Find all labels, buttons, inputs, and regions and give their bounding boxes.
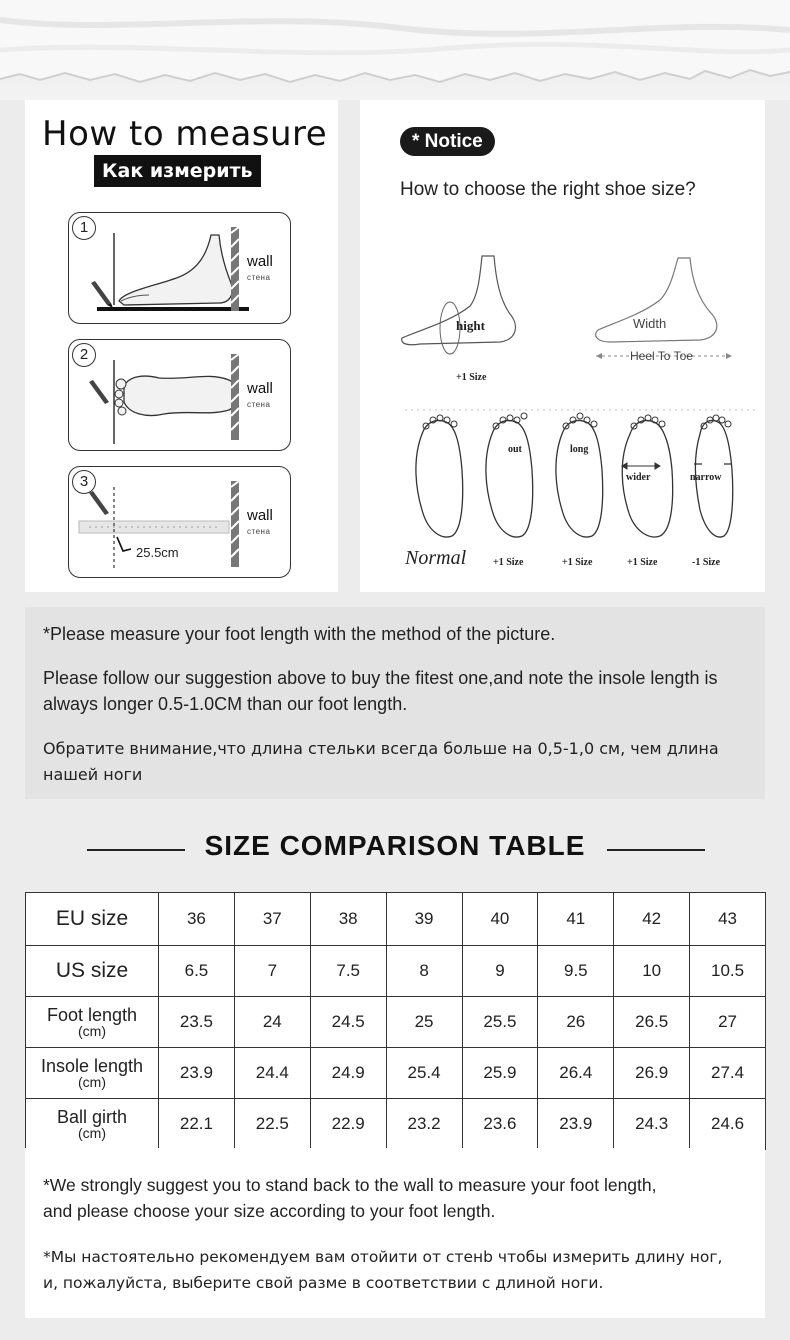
- row-header: [26, 1048, 159, 1099]
- table-cell: 23.6: [462, 1099, 538, 1150]
- step-2-number: 2: [72, 343, 96, 367]
- table-cell: 25.4: [386, 1048, 462, 1099]
- label-heel-to-toe: Heel To Toe: [630, 349, 693, 363]
- step-3-illustration: [68, 466, 291, 578]
- note-line-1: *Please measure your foot length with the method of the picture.: [43, 624, 556, 644]
- step-3-wall-label: wall: [247, 507, 273, 524]
- step-1-wall-sub: стена: [247, 273, 271, 282]
- table-cell: 26.5: [614, 997, 690, 1048]
- table-cell: 23.5: [159, 997, 235, 1048]
- size-comparison-table: [25, 892, 766, 1150]
- table-cell: 25.9: [462, 1048, 538, 1099]
- row-header-unit: (cm): [78, 1074, 106, 1090]
- table-cell: 7: [234, 946, 310, 997]
- step-2-illustration: [68, 339, 291, 451]
- table-cell: 42: [614, 893, 690, 946]
- table-cell: 9.5: [538, 946, 614, 997]
- label-normal: Normal: [405, 547, 467, 569]
- step-1-number: 1: [72, 216, 96, 240]
- label-size-out: +1 Size: [493, 557, 524, 568]
- table-cell: 24.3: [614, 1099, 690, 1150]
- row-header-label: Insole length: [40, 1056, 144, 1076]
- table-cell: 22.1: [159, 1099, 235, 1150]
- foot-types-figure: [360, 100, 765, 592]
- table-cell: 26.4: [538, 1048, 614, 1099]
- row-header-label: Ball girth: [56, 1107, 128, 1127]
- label-size-long: +1 Size: [562, 557, 593, 568]
- row-header-label: Foot length: [46, 1005, 138, 1025]
- table-cell: 38: [310, 893, 386, 946]
- table-cell: 6.5: [159, 946, 235, 997]
- table-cell: 27.4: [690, 1048, 766, 1099]
- how-to-measure-panel: [25, 100, 338, 592]
- how-to-measure-title: How to measure: [42, 114, 328, 154]
- table-cell: 27: [690, 997, 766, 1048]
- table-cell: 23.9: [159, 1048, 235, 1099]
- table-cell: 7.5: [310, 946, 386, 997]
- notice-badge: * Notice: [400, 127, 495, 156]
- footer-notes: [25, 1148, 765, 1318]
- table-cell: 25: [386, 997, 462, 1048]
- step-3-number: 3: [72, 470, 96, 494]
- table-cell: 9: [462, 946, 538, 997]
- table-cell: 22.9: [310, 1099, 386, 1150]
- label-size-wider: +1 Size: [627, 557, 658, 568]
- table-row: [26, 1048, 766, 1099]
- row-header: [26, 997, 159, 1048]
- label-size-narrow: -1 Size: [692, 557, 721, 568]
- row-header-label: EU size: [55, 907, 129, 930]
- note-line-2: Please follow our suggestion above to buy the fitest one,and note the insole length is always longer 0.5-1.0CM than our foot length.: [43, 668, 718, 714]
- table-cell: 25.5: [462, 997, 538, 1048]
- row-header: [26, 893, 159, 946]
- step-1-illustration: [68, 212, 291, 324]
- label-long: long: [570, 444, 589, 455]
- table-cell: 39: [386, 893, 462, 946]
- table-cell: 36: [159, 893, 235, 946]
- step-3-measurement: 25.5cm: [136, 545, 179, 560]
- table-cell: 37: [234, 893, 310, 946]
- footer-ru: *Мы настоятельно рекомендуем вам отойити от стенb чтобы измерить длину ног, и, пожалуйста, выберите свой разме в соответствии с длиной ноги.: [43, 1248, 723, 1292]
- step-2-wall-sub: стена: [247, 400, 271, 409]
- table-cell: 23.9: [538, 1099, 614, 1150]
- row-header-unit: (cm): [78, 1125, 106, 1141]
- table-cell: 22.5: [234, 1099, 310, 1150]
- label-narrow: narrow: [690, 472, 722, 483]
- table-cell: 24.5: [310, 997, 386, 1048]
- how-to-measure-subtitle: Как измерить: [94, 155, 261, 187]
- heading-rule-right: [607, 849, 705, 851]
- torn-paper-header: [0, 0, 790, 100]
- label-width: Width: [633, 316, 667, 331]
- row-header: [26, 1099, 159, 1150]
- measurement-notes: [25, 607, 765, 799]
- row-header-label: US size: [55, 959, 129, 982]
- table-cell: 8: [386, 946, 462, 997]
- table-cell: 10.5: [690, 946, 766, 997]
- step-2-wall-label: wall: [247, 380, 273, 397]
- table-cell: 10: [614, 946, 690, 997]
- footer-en: *We strongly suggest you to stand back to the wall to measure your foot length, and please choose your size according to your foot length.: [43, 1175, 657, 1221]
- label-plus-one-top: +1 Size: [456, 372, 487, 383]
- table-cell: 40: [462, 893, 538, 946]
- table-cell: 26: [538, 997, 614, 1048]
- table-cell: 24: [234, 997, 310, 1048]
- row-header-unit: (cm): [78, 1023, 106, 1039]
- table-row: [26, 997, 766, 1048]
- table-cell: 43: [690, 893, 766, 946]
- table-cell: 24.9: [310, 1048, 386, 1099]
- label-out: out: [508, 444, 522, 455]
- table-row: [26, 1099, 766, 1150]
- table-row: [26, 946, 766, 997]
- label-wider: wider: [626, 472, 651, 483]
- table-cell: 41: [538, 893, 614, 946]
- step-3-wall-sub: стена: [247, 527, 271, 536]
- notice-question: How to choose the right shoe size?: [400, 179, 696, 200]
- table-cell: 23.2: [386, 1099, 462, 1150]
- note-line-3-ru: Обратите внимание,что длина стельки всегда больше на 0,5-1,0 см, чем длина нашей ноги: [43, 739, 719, 784]
- size-table-heading: SIZE COMPARISON TABLE: [204, 830, 586, 861]
- table-row: [26, 893, 766, 946]
- table-cell: 24.4: [234, 1048, 310, 1099]
- row-header: [26, 946, 159, 997]
- table-cell: 26.9: [614, 1048, 690, 1099]
- table-cell: 24.6: [690, 1099, 766, 1150]
- step-1-wall-label: wall: [247, 253, 273, 270]
- label-hight: hight: [456, 318, 485, 333]
- notice-panel: [360, 100, 765, 592]
